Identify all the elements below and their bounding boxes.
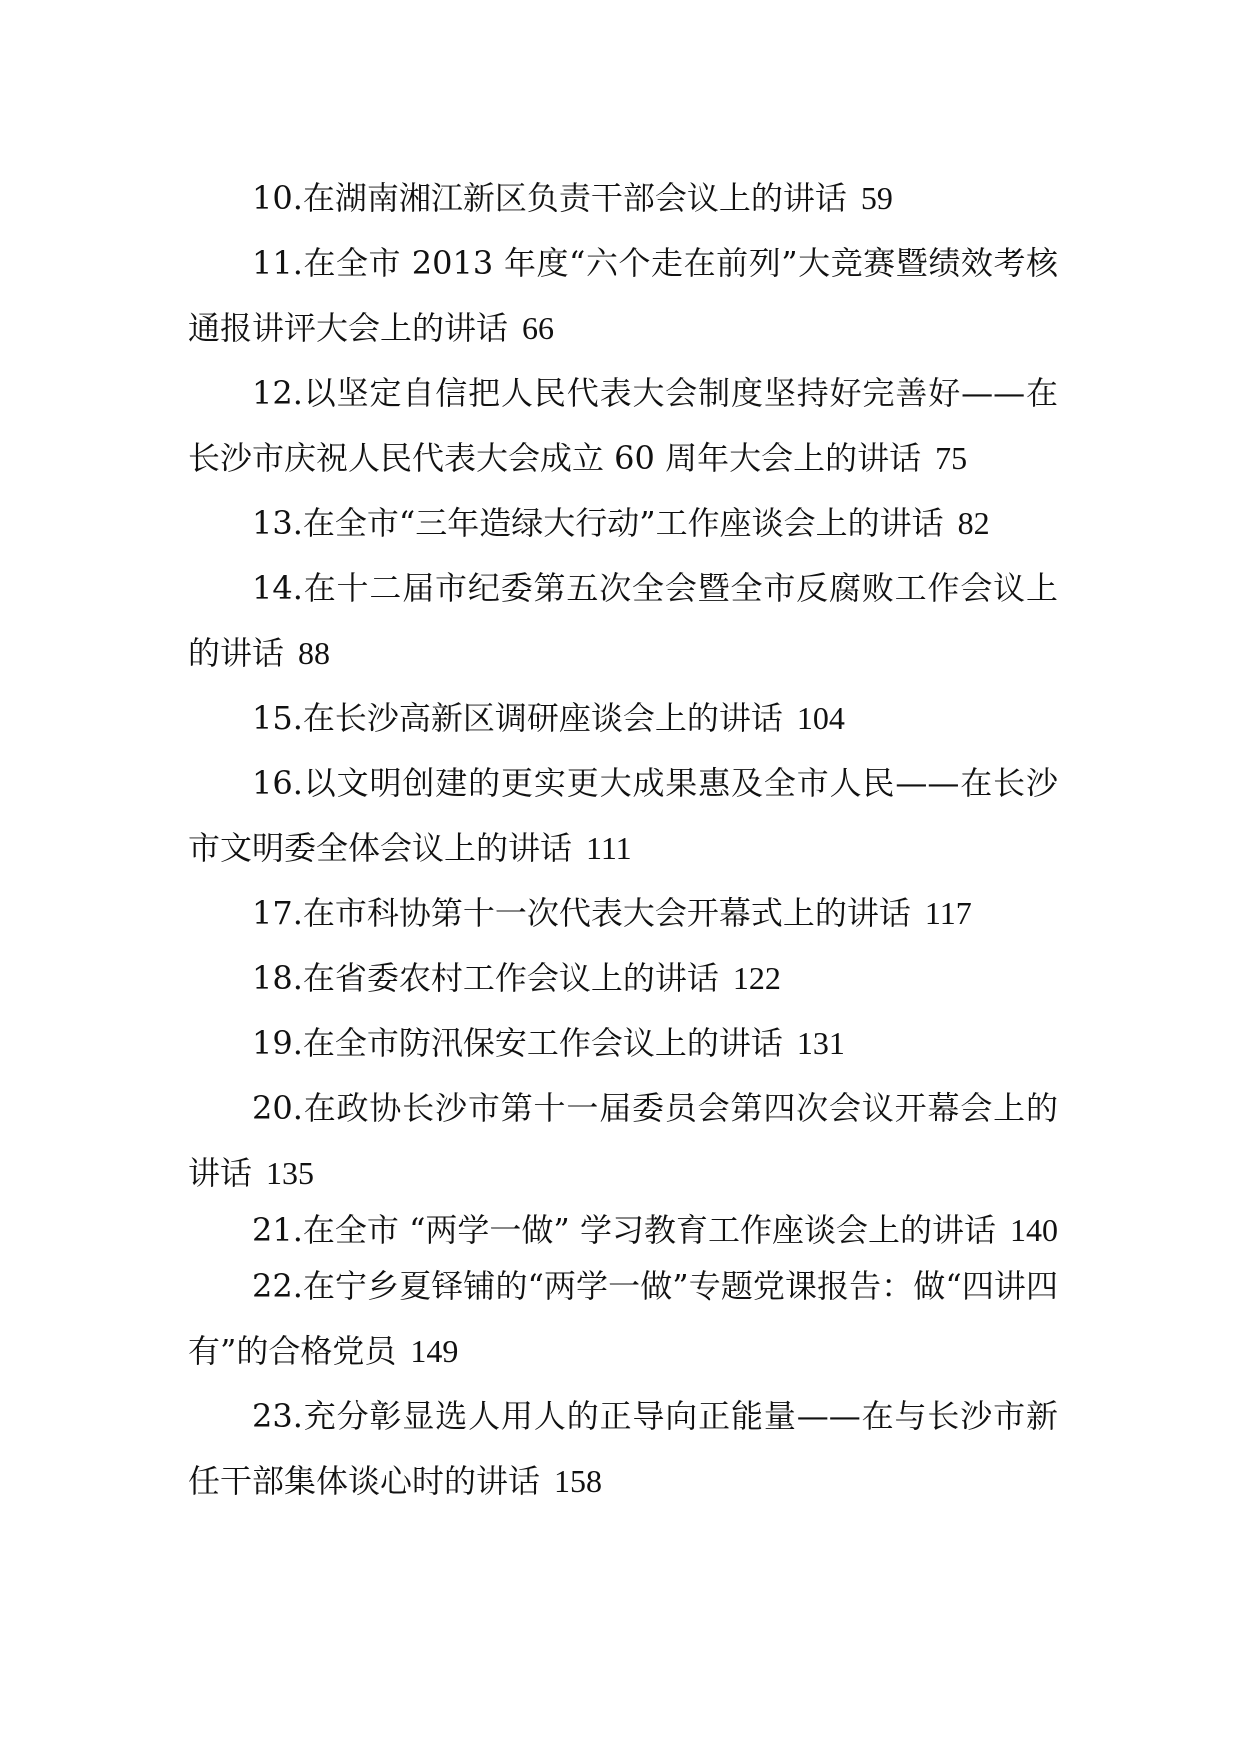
entry-page-number: 75 <box>935 440 968 476</box>
entry-title: 在全市 “两学一做” 学习教育工作座谈会上的讲话 <box>302 1211 996 1249</box>
entry-number: 12. <box>252 374 303 412</box>
toc-entry-23 <box>188 1384 1058 1514</box>
entry-number: 18. <box>252 959 303 997</box>
entry-title: 在全市 2013 年度“六个走在前列”大竞赛暨绩效考核通报讲评大会上的讲话 <box>188 244 1058 347</box>
toc-entry-20 <box>188 1076 1058 1206</box>
entry-title: 在省委农村工作会议上的讲话 <box>302 959 719 997</box>
entry-page-number: 88 <box>298 635 331 671</box>
entry-page-number: 82 <box>957 505 990 541</box>
toc-entry-15 <box>188 686 1058 751</box>
entry-title: 在宁乡夏铎铺的“两学一做”专题党课报告：做“四讲四有”的合格党员 <box>188 1267 1058 1370</box>
entry-number: 14. <box>252 569 303 607</box>
entry-number: 16. <box>252 764 303 802</box>
entry-number: 17. <box>252 894 303 932</box>
entry-title: 在全市“三年造绿大行动”工作座谈会上的讲话 <box>302 504 944 542</box>
entry-title: 在政协长沙市第十一届委员会第四次会议开幕会上的讲话 <box>188 1089 1058 1192</box>
toc-entry-17 <box>188 881 1058 946</box>
toc-entry-18 <box>188 946 1058 1011</box>
entry-title: 充分彰显选人用人的正导向正能量——在与长沙市新任干部集体谈心时的讲话 <box>188 1397 1058 1500</box>
entry-title: 以文明创建的更实更大成果惠及全市人民——在长沙市文明委全体会议上的讲话 <box>188 764 1058 867</box>
toc-entry-10 <box>188 166 1058 231</box>
entry-page-number: 135 <box>266 1155 315 1191</box>
toc-entry-16 <box>188 751 1058 881</box>
entry-page-number: 66 <box>522 310 555 346</box>
toc-entry-21 <box>188 1206 1058 1254</box>
toc-entry-11 <box>188 231 1058 361</box>
table-of-contents <box>188 166 1058 1514</box>
toc-entry-19 <box>188 1011 1058 1076</box>
toc-entry-12 <box>188 361 1058 491</box>
toc-entry-14 <box>188 556 1058 686</box>
entry-page-number: 140 <box>1009 1212 1058 1248</box>
entry-page-number: 117 <box>924 895 972 931</box>
entry-title: 在市科协第十一次代表大会开幕式上的讲话 <box>302 894 911 932</box>
entry-number: 20. <box>252 1089 303 1127</box>
entry-number: 10. <box>252 179 303 217</box>
toc-entry-13 <box>188 491 1058 556</box>
entry-page-number: 158 <box>554 1463 603 1499</box>
entry-page-number: 104 <box>796 700 845 736</box>
entry-number: 21. <box>252 1211 303 1249</box>
entry-title: 在十二届市纪委第五次全会暨全市反腐败工作会议上的讲话 <box>188 569 1058 672</box>
entry-title: 在长沙高新区调研座谈会上的讲话 <box>302 699 783 737</box>
entry-page-number: 111 <box>586 830 632 866</box>
entry-number: 13. <box>252 504 303 542</box>
toc-entry-22 <box>188 1254 1058 1384</box>
entry-number: 19. <box>252 1024 303 1062</box>
entry-title: 在湖南湘江新区负责干部会议上的讲话 <box>302 179 847 217</box>
entry-title: 以坚定自信把人民代表大会制度坚持好完善好——在长沙市庆祝人民代表大会成立 60 周年大会上的讲话 <box>188 374 1058 477</box>
entry-number: 22. <box>252 1267 303 1305</box>
entry-page-number: 131 <box>796 1025 845 1061</box>
entry-number: 15. <box>252 699 303 737</box>
entry-page-number: 122 <box>732 960 781 996</box>
entry-title: 在全市防汛保安工作会议上的讲话 <box>302 1024 783 1062</box>
entry-page-number: 149 <box>410 1333 459 1369</box>
entry-number: 11. <box>252 244 303 282</box>
entry-page-number: 59 <box>860 180 893 216</box>
entry-number: 23. <box>252 1397 303 1435</box>
